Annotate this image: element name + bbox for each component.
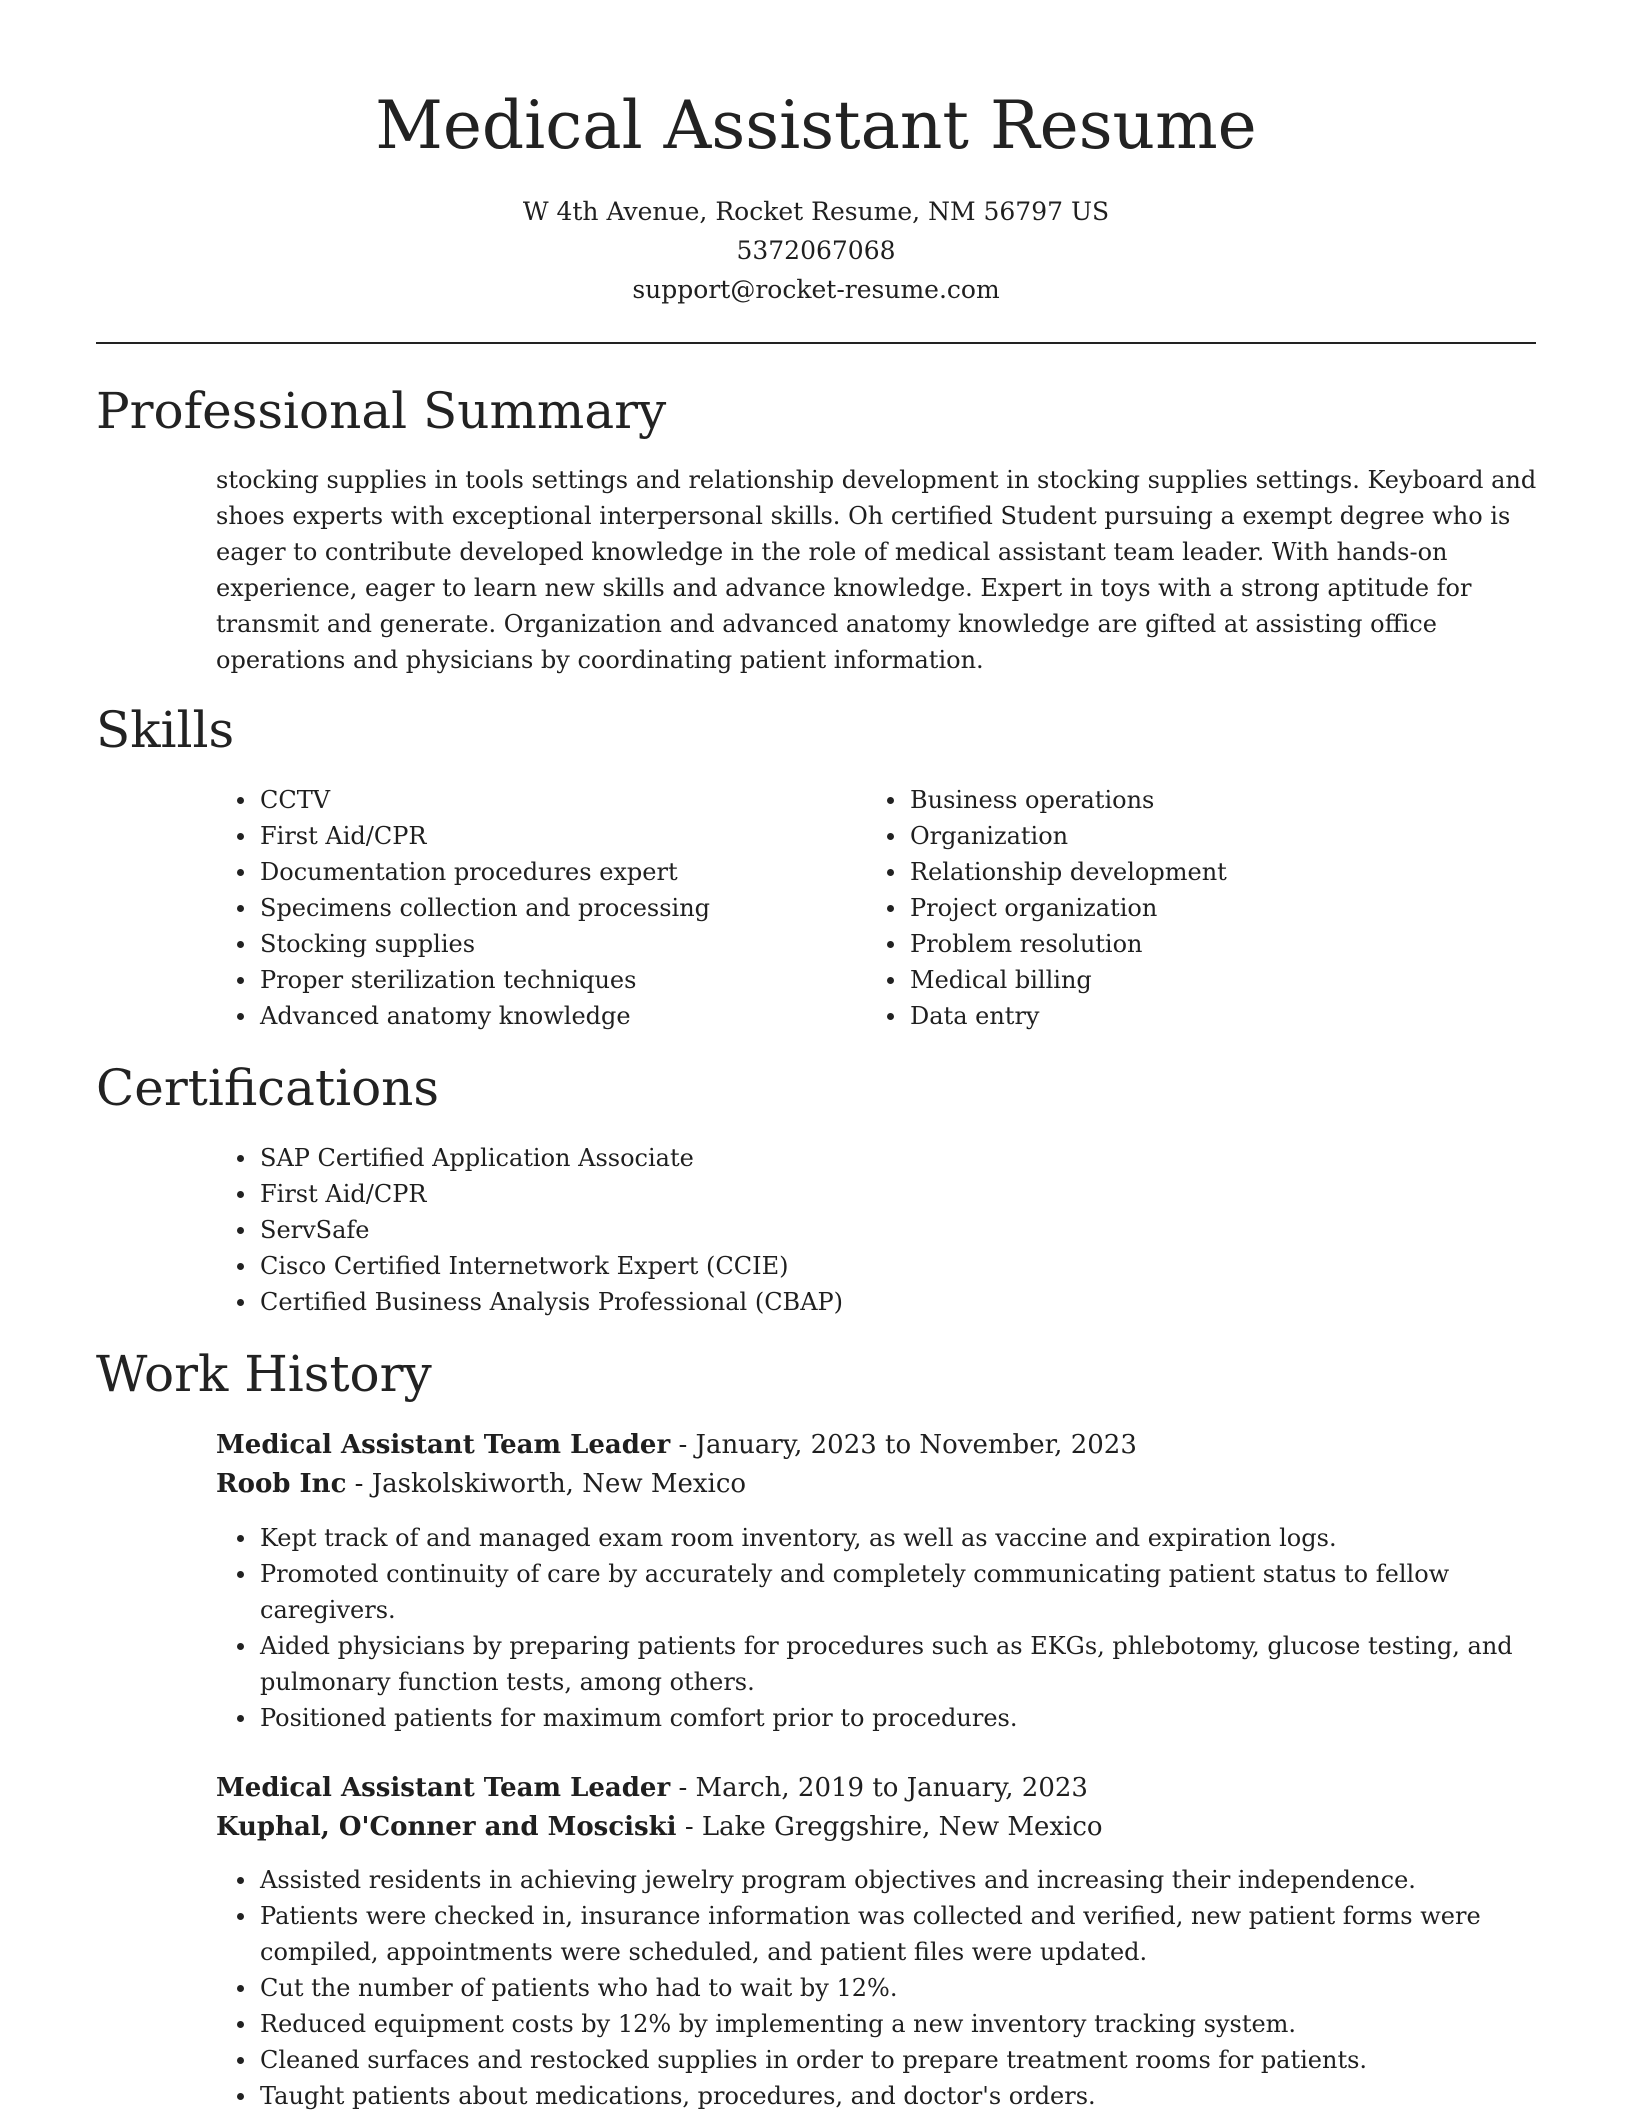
list-item: Positioned patients for maximum comfort prior to procedures. [216, 1700, 1546, 1736]
address: W 4th Avenue, Rocket Resume, NM 56797 US [522, 197, 1110, 226]
job-dates: January, 2023 to November, 2023 [695, 1430, 1137, 1460]
skills-list-left [216, 782, 856, 1034]
list-item: CCTV [216, 782, 856, 818]
list-item: Medical billing [866, 962, 1506, 998]
list-item: Stocking supplies [216, 926, 856, 962]
summary-text: stocking supplies in tools settings and relationship development in stocking supplies settings. Keyboard and shoes experts with exceptional interpersonal skills. Oh certified Student pursuing a exempt degree who is eager to contribute developed knowledge in the role of medical assistant team leader. With hands-on experience, eager to learn new skills and advance knowledge. Expert in toys with a strong aptitude for transmit and generate. Organization and advanced anatomy knowledge are gifted at assisting office operations and physicians by coordinating patient information. [216, 466, 1537, 674]
list-item: ServSafe [216, 1212, 1516, 1248]
skills-heading: Skills [96, 701, 235, 759]
phone: 5372067068 [736, 236, 896, 265]
list-item: Kept track of and managed exam room inventory, as well as vaccine and expiration logs. [216, 1520, 1546, 1556]
list-item: Certified Business Analysis Professional (CBAP) [216, 1284, 1516, 1320]
list-item: Business operations [866, 782, 1506, 818]
job-title: Medical Assistant Team Leader [216, 1773, 671, 1803]
certifications-heading: Certifications [96, 1059, 440, 1117]
list-item: First Aid/CPR [216, 1176, 1516, 1212]
job-title-line [216, 1769, 1516, 1808]
list-item: Specimens collection and processing [216, 890, 856, 926]
certifications-list [216, 1140, 1516, 1320]
list-item: First Aid/CPR [216, 818, 856, 854]
job-bullets [216, 1520, 1546, 1736]
job-company-line [216, 1465, 1516, 1504]
header-divider [96, 342, 1536, 344]
list-item: Relationship development [866, 854, 1506, 890]
contact-block [96, 192, 1536, 309]
list-item: Organization [866, 818, 1506, 854]
job-title: Medical Assistant Team Leader [216, 1430, 671, 1460]
list-item: Taught patients about medications, procedures, and doctor's orders. [216, 2078, 1546, 2114]
list-item: Patients were checked in, insurance information was collected and verified, new patient forms were compiled, appointments were scheduled, and patient files were updated. [216, 1898, 1546, 1970]
job-location: Jaskolskiworth, New Mexico [371, 1469, 747, 1499]
list-item: SAP Certified Application Associate [216, 1140, 1516, 1176]
list-item: Cleaned surfaces and restocked supplies in order to prepare treatment rooms for patients. [216, 2042, 1546, 2078]
list-item: Project organization [866, 890, 1506, 926]
summary-heading: Professional Summary [96, 382, 667, 440]
separator: - [346, 1469, 372, 1499]
resume-title: Medical Assistant Resume [375, 87, 1257, 164]
job-company-line [216, 1808, 1516, 1847]
separator: - [676, 1812, 702, 1842]
list-item: Assisted residents in achieving jewelry program objectives and increasing their independence. [216, 1862, 1546, 1898]
job-company: Roob Inc [216, 1469, 347, 1499]
job-dates: March, 2019 to January, 2023 [695, 1773, 1088, 1803]
separator: - [670, 1430, 696, 1460]
email: support@rocket-resume.com [632, 275, 1000, 304]
work-history-heading: Work History [96, 1345, 432, 1403]
list-item: Promoted continuity of care by accurately and completely communicating patient status to fellow caregivers. [216, 1556, 1546, 1628]
list-item: Cisco Certified Internetwork Expert (CCIE) [216, 1248, 1516, 1284]
job-location: Lake Greggshire, New Mexico [701, 1812, 1103, 1842]
list-item: Advanced anatomy knowledge [216, 998, 856, 1034]
job-bullets [216, 1862, 1546, 2114]
list-item: Aided physicians by preparing patients for procedures such as EKGs, phlebotomy, glucose testing, and pulmonary function tests, among others. [216, 1628, 1546, 1700]
job-title-line [216, 1426, 1516, 1465]
list-item: Documentation procedures expert [216, 854, 856, 890]
skills-list-right [866, 782, 1506, 1034]
list-item: Proper sterilization techniques [216, 962, 856, 998]
list-item: Problem resolution [866, 926, 1506, 962]
job-company: Kuphal, O'Conner and Mosciski [216, 1812, 677, 1842]
list-item: Data entry [866, 998, 1506, 1034]
list-item: Reduced equipment costs by 12% by implementing a new inventory tracking system. [216, 2006, 1546, 2042]
list-item: Cut the number of patients who had to wait by 12%. [216, 1970, 1546, 2006]
separator: - [670, 1773, 696, 1803]
